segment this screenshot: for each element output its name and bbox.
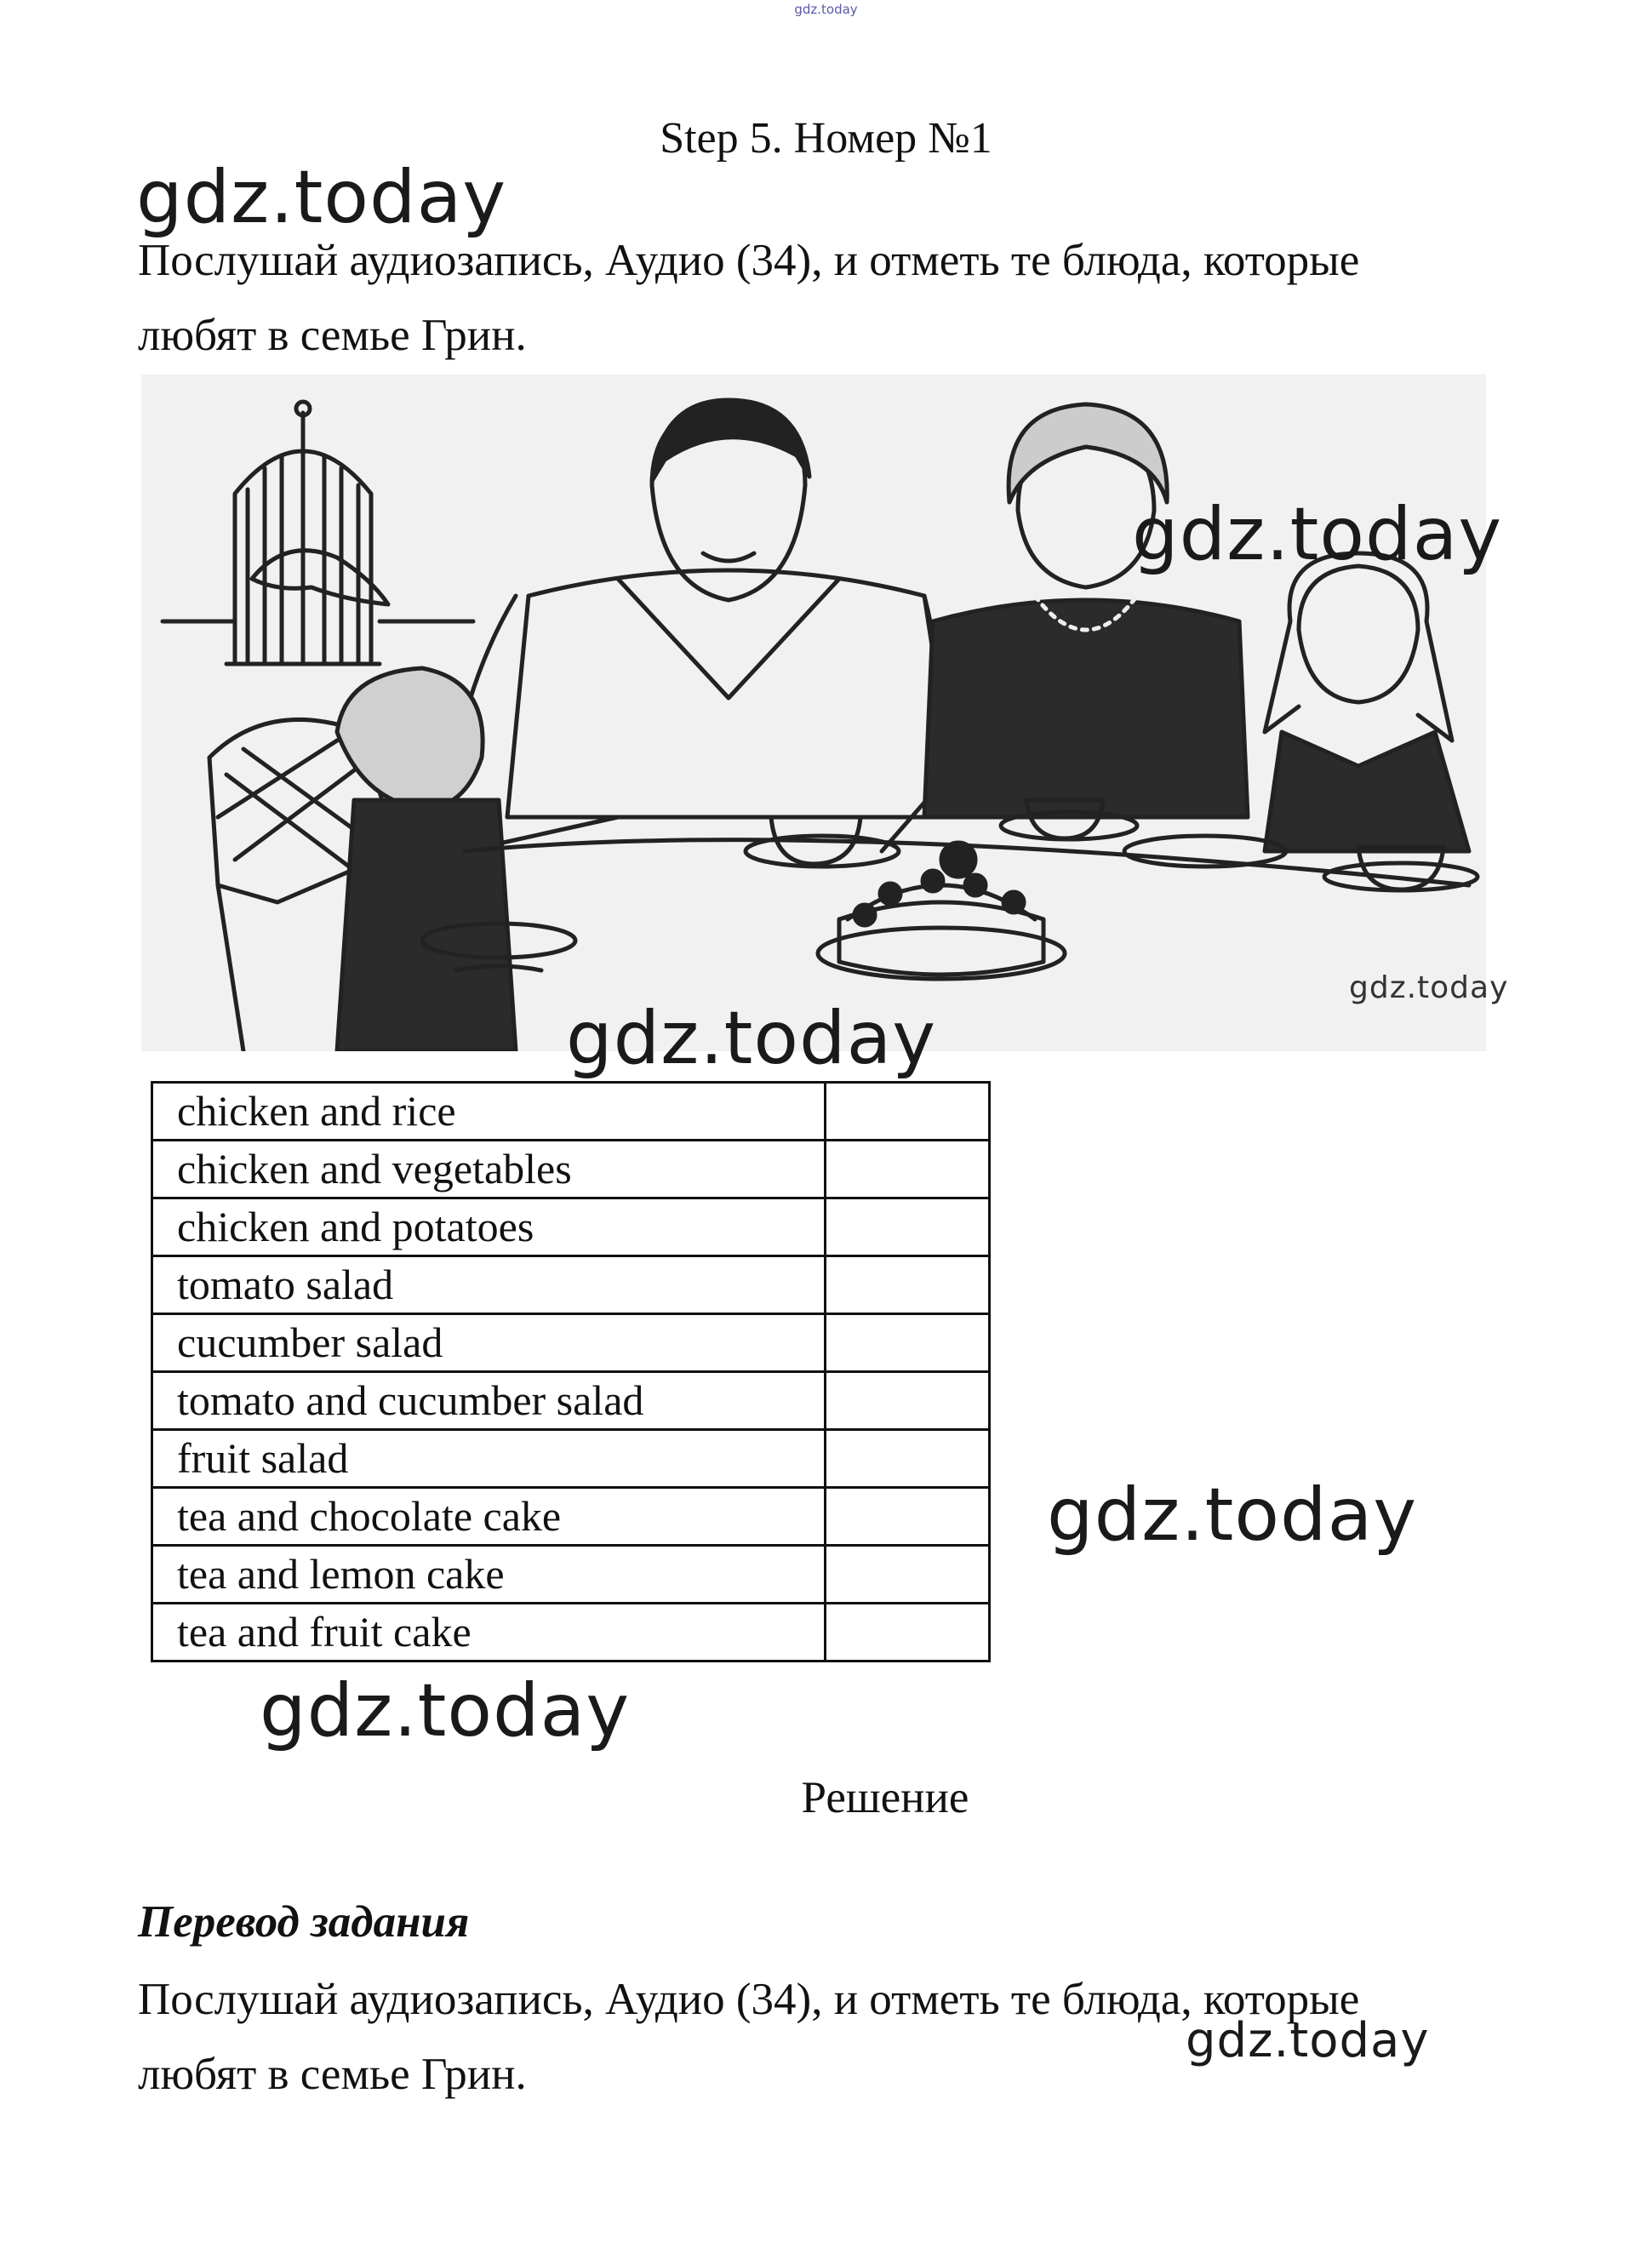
dish-name: chicken and potatoes xyxy=(152,1198,826,1256)
watermark: gdz.today xyxy=(566,996,937,1081)
translation-heading: Перевод задания xyxy=(138,1897,470,1947)
dish-name: tomato and cucumber salad xyxy=(152,1372,826,1430)
source-mark: gdz.today xyxy=(794,2,858,17)
task-text xyxy=(138,223,1534,373)
solution-label: Решение xyxy=(801,1773,969,1822)
mark-cell[interactable] xyxy=(826,1198,990,1256)
translation-line-1: Послушай аудиозапись, Аудио (34), и отметь те блюда, которые xyxy=(138,1975,1360,2024)
mark-cell[interactable] xyxy=(826,1314,990,1372)
table-row xyxy=(152,1141,990,1198)
table-row xyxy=(152,1430,990,1488)
mark-cell[interactable] xyxy=(826,1604,990,1661)
table-row xyxy=(152,1256,990,1314)
mark-cell[interactable] xyxy=(826,1546,990,1604)
mark-cell[interactable] xyxy=(826,1141,990,1198)
mark-cell[interactable] xyxy=(826,1256,990,1314)
dishes-table xyxy=(151,1081,991,1662)
task-line-2: любят в семье Грин. xyxy=(138,311,527,360)
table-row xyxy=(152,1488,990,1546)
mark-cell[interactable] xyxy=(826,1372,990,1430)
page-title: Step 5. Номер №1 xyxy=(660,114,992,163)
family-illustration-drawing xyxy=(141,375,1486,1051)
dish-name: tea and fruit cake xyxy=(152,1604,826,1661)
watermark: gdz.today xyxy=(260,1668,631,1753)
table-row xyxy=(152,1198,990,1256)
dish-name: tea and lemon cake xyxy=(152,1546,826,1604)
table-row xyxy=(152,1604,990,1661)
table-row xyxy=(152,1314,990,1372)
watermark: gdz.today xyxy=(1349,970,1509,1005)
mark-cell[interactable] xyxy=(826,1488,990,1546)
dish-name: fruit salad xyxy=(152,1430,826,1488)
dish-name: chicken and rice xyxy=(152,1083,826,1141)
watermark: gdz.today xyxy=(1186,2013,1430,2068)
mark-cell[interactable] xyxy=(826,1083,990,1141)
dish-name: tea and chocolate cake xyxy=(152,1488,826,1546)
dish-name: chicken and vegetables xyxy=(152,1141,826,1198)
translation-line-2: любят в семье Грин. xyxy=(138,2050,527,2099)
family-dinner-illustration xyxy=(141,375,1486,1051)
watermark: gdz.today xyxy=(136,155,507,240)
table-row xyxy=(152,1083,990,1141)
task-line-1: Послушай аудиозапись, Аудио (34), и отметь те блюда, которые xyxy=(138,236,1360,285)
watermark: gdz.today xyxy=(1047,1473,1418,1558)
dish-name: cucumber salad xyxy=(152,1314,826,1372)
table-row xyxy=(152,1372,990,1430)
watermark: gdz.today xyxy=(1132,492,1503,577)
dish-name: tomato salad xyxy=(152,1256,826,1314)
table-row xyxy=(152,1546,990,1604)
mark-cell[interactable] xyxy=(826,1430,990,1488)
